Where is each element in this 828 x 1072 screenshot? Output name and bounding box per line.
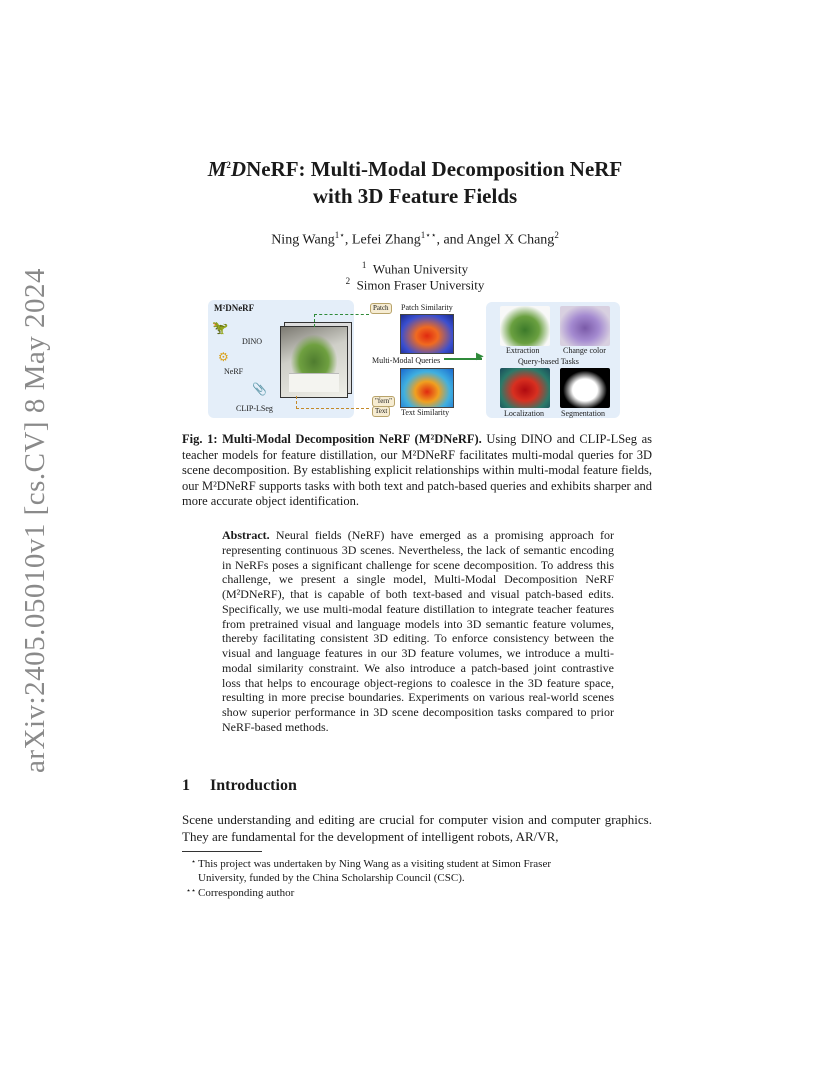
affiliation-1-number: 1	[361, 260, 367, 270]
dino-patch-link	[314, 314, 369, 327]
figure-1-caption	[182, 432, 652, 510]
author-1: Ning Wang	[271, 232, 335, 248]
footnote-rule	[182, 851, 262, 852]
patch-similarity-map	[400, 314, 454, 354]
change-color-label: Change color	[563, 346, 606, 355]
text-similarity-map	[400, 368, 454, 408]
title-math-m: M	[207, 157, 227, 181]
section-title-text: Introduction	[210, 777, 297, 794]
section-number: 1	[182, 777, 190, 794]
section-heading-introduction	[182, 777, 297, 795]
title-math-sup: 2	[226, 160, 231, 170]
title-line-1	[150, 152, 680, 183]
paper-title	[150, 152, 680, 210]
extraction-thumbnail	[500, 306, 550, 346]
extraction-label: Extraction	[506, 346, 540, 355]
clip-icon: 📎	[252, 382, 267, 396]
title-line-1-text: NeRF: Multi-Modal Decomposition NeRF	[246, 157, 623, 181]
footnote-1-line-2: University, funded by the China Scholarship Council (CSC).	[198, 872, 465, 884]
segmentation-thumbnail	[560, 368, 610, 408]
caption-text: Using DINO and CLIP-LSeg as teacher models for feature distillation, our M²DNeRF facilitates multi-modal queries for 3D scene decomposition. By establishing explicit relationships within multi-modal feature fields, our M²DNeRF supports tasks with both text and patch-based queries and exhibits sharper and more accurate object identification.	[182, 432, 652, 509]
nerf-tractor-icon: ⚙	[218, 350, 229, 364]
figure-dino-label: DINO	[242, 337, 262, 346]
figure-1	[208, 300, 622, 422]
scene-cube	[280, 326, 348, 398]
author-list: Ning Wang$^{1⋆}$, Lefei Zhang$^{1⋆⋆}$, and Angel X Chang$^2$	[271, 230, 559, 248]
scene-plant	[291, 335, 337, 373]
footnote-1-line-1: This project was undertaken by Ning Wang as a visiting student at Simon Fraser	[198, 858, 551, 870]
arxiv-identifier-stamp	[18, 267, 52, 773]
footnote-1	[182, 857, 652, 885]
title-math-d: D	[230, 157, 247, 181]
arrow-head-icon: ▶	[476, 351, 484, 362]
author-2-mark: 1⋆⋆	[420, 230, 437, 240]
footnote-2-mark: ⋆⋆	[185, 886, 196, 895]
multimodal-queries-label: Multi-Modal Queries	[372, 356, 441, 365]
text-query-chip: Text	[372, 406, 390, 417]
caption-label: Fig. 1: Multi-Modal Decomposition NeRF (M²DNeRF).	[182, 432, 482, 446]
localization-label: Localization	[504, 409, 544, 418]
affiliation-2-number: 2	[345, 276, 351, 286]
query-tasks-label: Query-based Tasks	[518, 357, 579, 366]
introduction-paragraph: Scene understanding and editing are crucial for computer vision and computer graphics. They are fundamental for the development of intelligent robots, AR/VR,	[182, 812, 652, 844]
author-3-mark: 2	[554, 230, 559, 240]
author-3: Angel X Chang	[466, 232, 555, 248]
scene-pot	[289, 373, 339, 392]
patch-query-chip: Patch	[370, 303, 392, 314]
clip-text-link	[296, 396, 369, 409]
fern-query-chip: "fern"	[372, 396, 395, 407]
patch-similarity-label: Patch Similarity	[401, 303, 453, 312]
figure-clip-label: CLIP-LSeg	[236, 404, 273, 413]
affiliation-1-name: Wuhan University	[372, 261, 469, 277]
abstract	[222, 528, 614, 735]
text-similarity-label: Text Similarity	[401, 408, 450, 417]
arxiv-identifier-text: arXiv:2405.05010v1 [cs.CV] 8 May 2024	[18, 267, 51, 773]
localization-thumbnail	[500, 368, 550, 408]
segmentation-label: Segmentation	[561, 409, 605, 418]
affiliation-2	[150, 276, 680, 293]
author-separator: , and	[436, 232, 467, 248]
abstract-text: Neural fields (NeRF) have emerged as a promising approach for representing continuous 3D scenes. Nevertheless, the lack of semantic encoding in NeRFs poses a significant challenge for scene decomposition. To address this challenge, we present a single model, Multi-Modal Decomposition NeRF (M²DNeRF), that is capable of both text-based and visual patch-based edits. Specifically, we use multi-modal feature distillation to integrate teacher features from pretrained visual and language models into 3D semantic feature volumes, thereby facilitating consistent 3D editing. To enforce consistency between the visual and language features in our 3D feature volumes, we introduce a multi-modal similarity constraint. We also introduce a patch-based joint contrastive loss that helps to encourage object-regions to coalesce in the 3D feature space, resulting in more precise boundaries. Experiments on various real-world scenes show superior performance in 3D scene decomposition tasks compared to prior NeRF-based methods.	[222, 528, 614, 734]
footnote-1-mark: ⋆	[190, 857, 196, 866]
author-2: Lefei Zhang	[351, 232, 421, 248]
affiliation-2-name: Simon Fraser University	[356, 277, 485, 293]
figure-model-label: M²DNeRF	[214, 303, 255, 313]
affiliation-1	[150, 260, 680, 277]
figure-nerf-label: NeRF	[224, 367, 244, 376]
abstract-label: Abstract.	[222, 528, 270, 542]
dino-icon: 🦖	[212, 320, 229, 335]
change-color-thumbnail	[560, 306, 610, 346]
author-1-mark: 1⋆	[334, 230, 345, 240]
footnote-2	[182, 886, 652, 900]
title-line-2: with 3D Feature Fields	[312, 184, 518, 208]
footnote-2-text: Corresponding author	[198, 887, 295, 899]
